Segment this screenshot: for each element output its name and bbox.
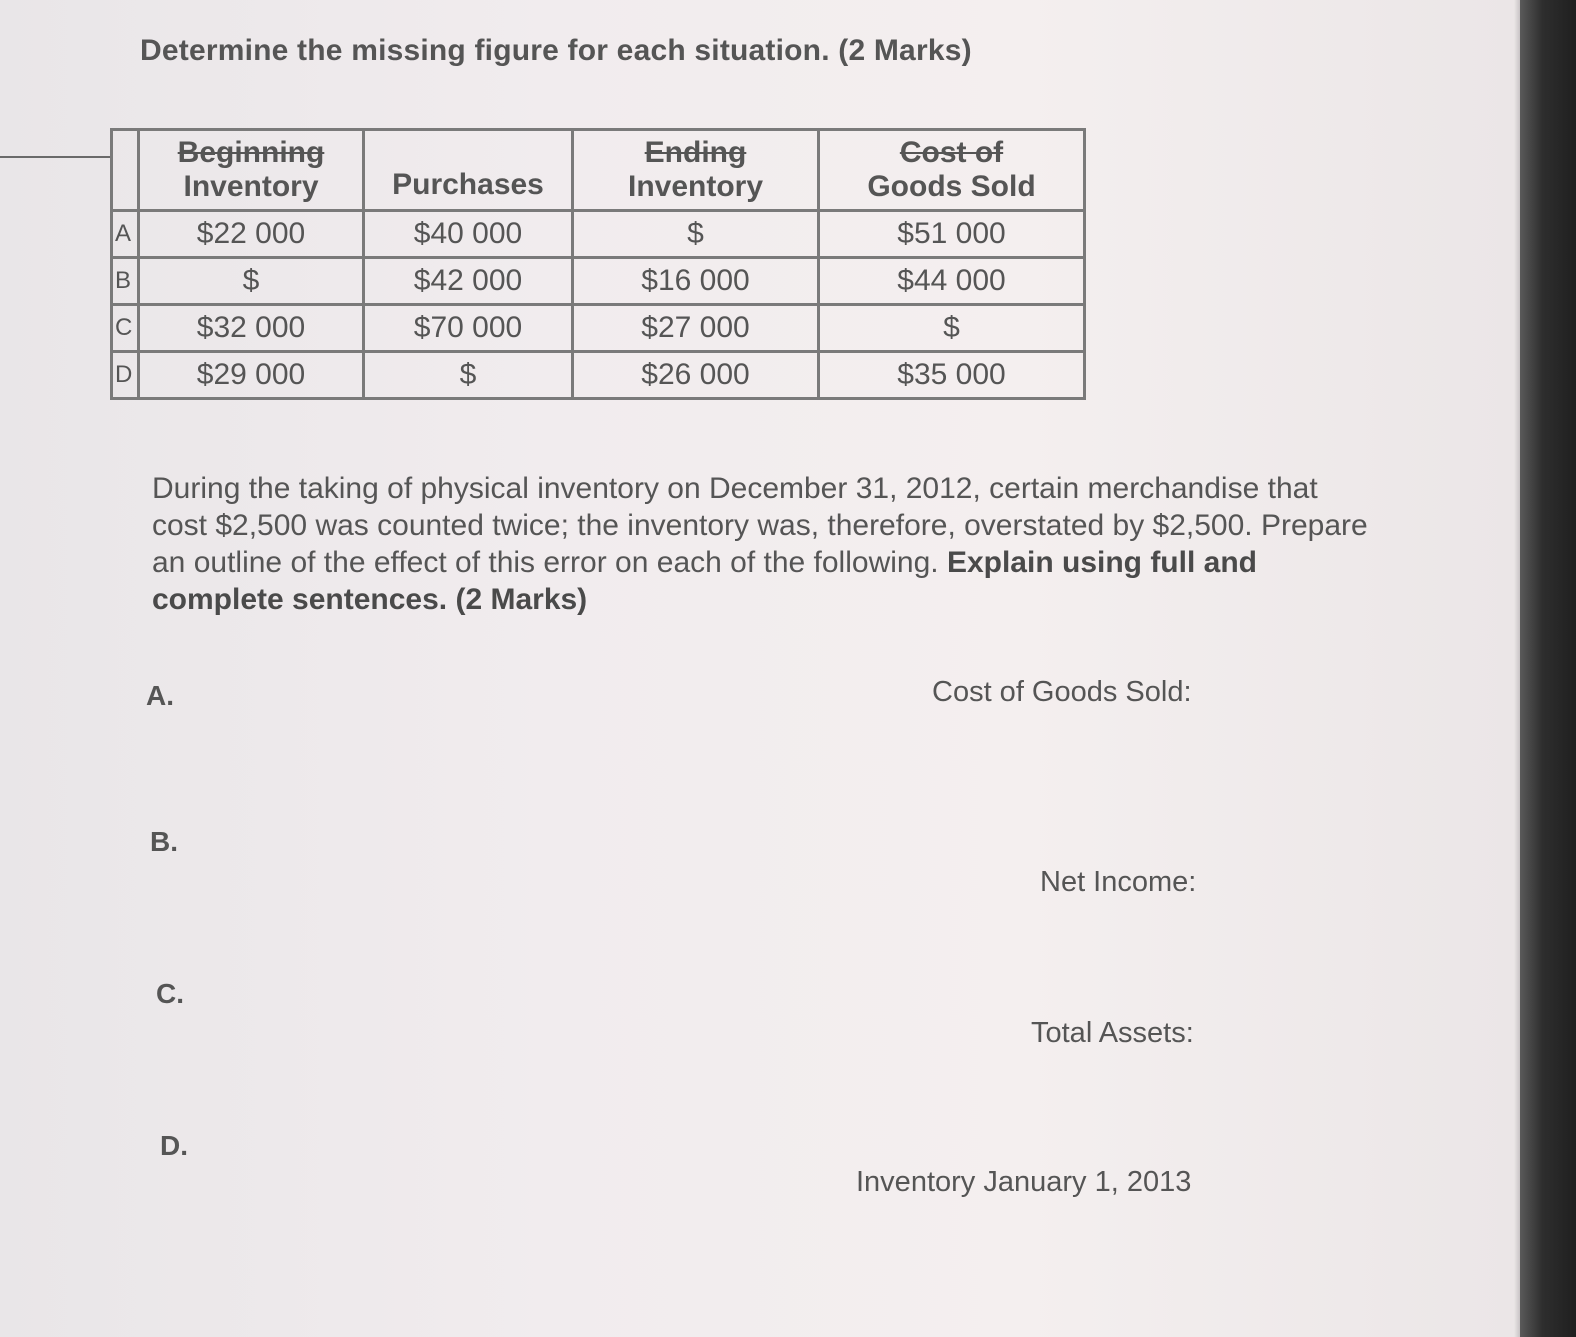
item-label-cost-of-goods-sold: Cost of Goods Sold:	[932, 676, 1192, 708]
row-label: C	[112, 305, 139, 352]
table-row	[112, 305, 1085, 352]
header-beginning-line1: Beginning	[177, 136, 325, 169]
cell-beginning: $29 000	[139, 352, 364, 399]
table-row	[112, 211, 1085, 258]
cell-ending: $	[573, 211, 819, 258]
table-header-row	[112, 130, 1085, 211]
row-label: A	[112, 211, 139, 258]
header-ending-line1: Ending	[644, 136, 747, 169]
device-bezel	[1520, 0, 1576, 1337]
header-purchases	[364, 130, 573, 211]
header-purchases-label: Purchases	[392, 168, 544, 201]
inventory-table	[110, 128, 1086, 400]
header-beginning-line2: Inventory	[183, 170, 319, 203]
row-label: D	[112, 352, 139, 399]
cell-beginning: $22 000	[139, 211, 364, 258]
cell-ending: $16 000	[573, 258, 819, 305]
header-cogs-line1: Cost of	[899, 136, 1004, 169]
table-row	[112, 352, 1085, 399]
item-label-total-assets: Total Assets:	[1031, 1017, 1194, 1049]
left-rule-line	[0, 156, 110, 158]
item-letter-a: A.	[146, 680, 174, 711]
item-letter-b: B.	[150, 826, 178, 857]
item-label-net-income: Net Income:	[1040, 866, 1197, 898]
cell-purchases: $40 000	[364, 211, 573, 258]
cell-purchases: $	[364, 352, 573, 399]
header-ending-line2: Inventory	[627, 170, 764, 203]
item-label-inventory-january: Inventory January 1, 2013	[856, 1166, 1192, 1198]
header-cogs-line2: Goods Sold	[867, 170, 1036, 203]
header-cost-of-goods-sold	[819, 130, 1085, 211]
cell-cogs: $44 000	[819, 258, 1085, 305]
header-ending-inventory	[573, 130, 819, 211]
paragraph-instruction: Explain using full and complete sentences. (2 Marks)	[152, 546, 1257, 616]
cell-beginning: $32 000	[139, 305, 364, 352]
question-title: Determine the missing figure for each situation. (2 Marks)	[140, 34, 972, 67]
table-row	[112, 258, 1085, 305]
cell-purchases: $42 000	[364, 258, 573, 305]
header-corner	[112, 130, 139, 211]
cell-purchases: $70 000	[364, 305, 573, 352]
item-letter-d: D.	[160, 1130, 188, 1161]
item-letter-c: C.	[156, 978, 184, 1009]
row-label: B	[112, 258, 139, 305]
cell-ending: $26 000	[573, 352, 819, 399]
cell-cogs: $35 000	[819, 352, 1085, 399]
cell-cogs: $	[819, 305, 1085, 352]
paragraph-text: During the taking of physical inventory on December 31, 2012, certain merchandise that cost $2,500 was counted twice; the inventory was, therefore, overstated by $2,500. Prepare an outline of the effect of this error on each of the following.	[152, 472, 1368, 579]
error-scenario-paragraph	[152, 470, 1372, 618]
cell-cogs: $51 000	[819, 211, 1085, 258]
cell-ending: $27 000	[573, 305, 819, 352]
header-beginning-inventory	[139, 130, 364, 211]
cell-beginning: $	[139, 258, 364, 305]
